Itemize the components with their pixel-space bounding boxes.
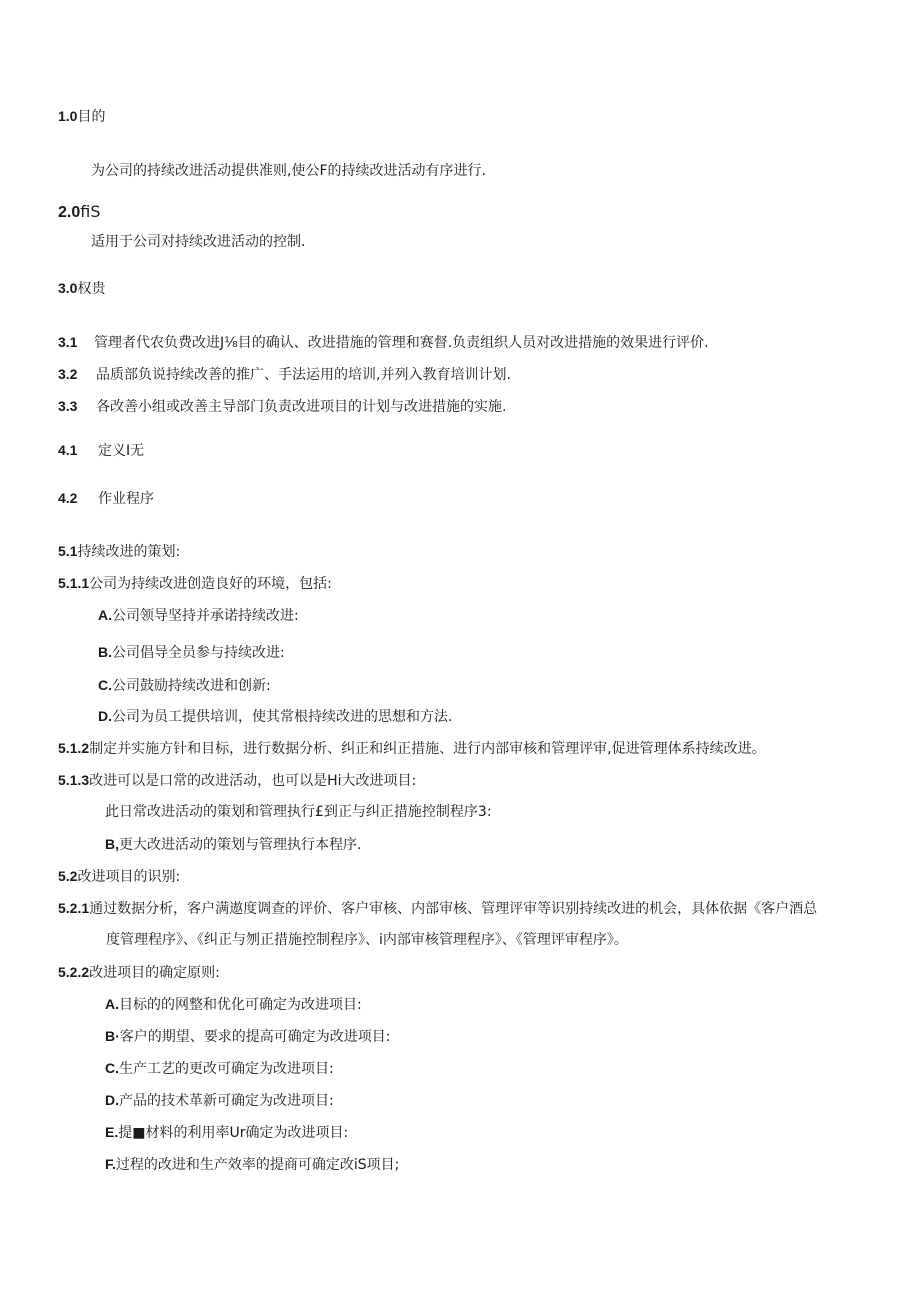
clause-5-2-1-continuation: 度管理程序》、《纠正与刎正措施控制程序》、i内部审核管理程序》、《管理评审程序》。: [106, 932, 628, 948]
list-item: [105, 835, 361, 854]
list-marker: D.: [98, 708, 112, 724]
list-item-text: 目标的的网整和优化可确定为改进项目:: [119, 997, 362, 1013]
clause-text: 改进项目的确定原则:: [89, 965, 220, 981]
list-marker: E.: [105, 1124, 119, 1140]
list-item: [105, 1091, 334, 1110]
list-item-text: 公司为员工提供培训，使其常根持续改进的思想和方法.: [112, 709, 453, 725]
section-number: 2.0: [58, 204, 81, 221]
clause-number: 5.1.3: [58, 772, 90, 788]
clause-number: 5.2.2: [58, 964, 90, 980]
clause-5-2-1: [58, 899, 817, 918]
section-title: fiS: [80, 202, 101, 221]
list-marker: D.: [105, 1092, 119, 1108]
clause-text: 改进项目的识别:: [77, 869, 181, 885]
section-heading-scope: [58, 203, 100, 222]
list-item: 此日常改进活动的策划和管理执行£到正与纠正措施控制程序3:: [105, 804, 492, 820]
list-item-text: 生产工艺的更改可确定为改进项目:: [119, 1061, 334, 1077]
section-number: 3.0: [58, 280, 78, 296]
clause-number: 5.2: [58, 868, 78, 884]
list-marker: B.: [98, 644, 112, 660]
clause-text: 作业程序: [98, 491, 154, 507]
clause-number: 4.2: [58, 490, 78, 506]
clause-number: 5.1: [58, 543, 78, 559]
list-marker: B,: [105, 836, 119, 852]
paragraph-scope: 适用于公司对持续改进活动的控制.: [91, 234, 306, 250]
clause-number: 4.1: [58, 442, 78, 458]
clause-text: 改进可以是口常的改进活动，也可以是Hi大改进项目:: [89, 773, 417, 789]
clause-4-1: [58, 441, 144, 460]
list-item: [105, 1027, 391, 1046]
list-item: [105, 1059, 334, 1078]
clause-5-2: [58, 867, 180, 886]
list-item: [98, 707, 452, 726]
list-item-text: 公司鼓励持续改进和创新:: [112, 678, 271, 694]
list-item-text: 提■材料的利用率Ur确定为改进项目:: [118, 1125, 349, 1141]
clause-5-1: [58, 542, 180, 561]
clause-text: 管理者代农负费改进J⅛目的确认、改进措施的管理和赛督.负责组织人员对改进措施的效果进行评价.: [94, 335, 709, 351]
clause-number: 5.1.1: [58, 575, 90, 591]
clause-number: 3.1: [58, 334, 78, 350]
clause-number: 3.3: [58, 398, 78, 414]
list-item: [105, 1155, 399, 1174]
paragraph-purpose: 为公司的持续改进活动提供准则,使公F的持续改进活动有序进行.: [91, 163, 486, 179]
clause-number: 5.1.2: [58, 740, 90, 756]
list-item-text: 公司倡导全员参与持续改进:: [112, 645, 285, 661]
list-item-text: 产品的技术革新可确定为改进项目:: [119, 1093, 334, 1109]
clause-3-2: [58, 365, 511, 384]
list-item-text: 客户的期望、要求的提高可确定为改进项目:: [119, 1029, 391, 1045]
list-item: [98, 606, 299, 625]
list-marker: C.: [105, 1060, 119, 1076]
list-item: [98, 643, 285, 662]
clause-text: 定义I无: [98, 443, 145, 459]
list-marker: C.: [98, 677, 112, 693]
section-title: 目的: [77, 109, 106, 125]
list-marker: A.: [105, 996, 119, 1012]
clause-5-1-1: [58, 574, 332, 593]
clause-5-1-3: [58, 771, 416, 790]
list-item-text: 过程的改进和生产效率的提商可确定改iS项目;: [115, 1157, 400, 1173]
list-marker: F.: [105, 1156, 116, 1172]
section-heading-purpose: [58, 107, 105, 126]
list-marker: A.: [98, 607, 112, 623]
clause-number: 3.2: [58, 366, 78, 382]
clause-number: 5.2.1: [58, 900, 90, 916]
clause-4-2: [58, 489, 154, 508]
clause-text: 通过数据分析，客户满遨度调查的评价、客户审核、内部审核、管理评审等识别持续改进的机会，具体依据《客户酒总: [89, 901, 818, 917]
section-heading-responsibility: [58, 279, 105, 298]
clause-text: 品质部负说持续改善的推广、手法运用的培训,并列入教育培训计划.: [96, 367, 511, 383]
clause-text: 持续改进的策划:: [77, 544, 181, 560]
clause-3-3: [58, 397, 506, 416]
list-marker: B·: [105, 1028, 120, 1044]
clause-5-2-2: [58, 963, 220, 982]
list-item-text: 公司领导坚持并承诺持续改进:: [112, 608, 299, 624]
list-item: [105, 995, 362, 1014]
section-title: 权贵: [77, 281, 106, 297]
section-number: 1.0: [58, 108, 78, 124]
clause-text: 公司为持续改进创造良好的环境，包括:: [89, 576, 332, 592]
clause-3-1: [58, 333, 709, 352]
list-item: [98, 676, 271, 695]
list-item-text: 更大改进活动的策划与管理执行本程序.: [119, 837, 362, 853]
clause-text: 各改善小组或改善主导部门负责改进项目的计划与改进措施的实施.: [96, 399, 507, 415]
clause-text: 制定并实施方针和目标，进行数据分析、纠正和纠正措施、进行内部审核和管理评审,促进管理体系持续改进。: [89, 741, 766, 757]
clause-5-1-2: [58, 739, 766, 758]
list-item: [105, 1123, 348, 1142]
